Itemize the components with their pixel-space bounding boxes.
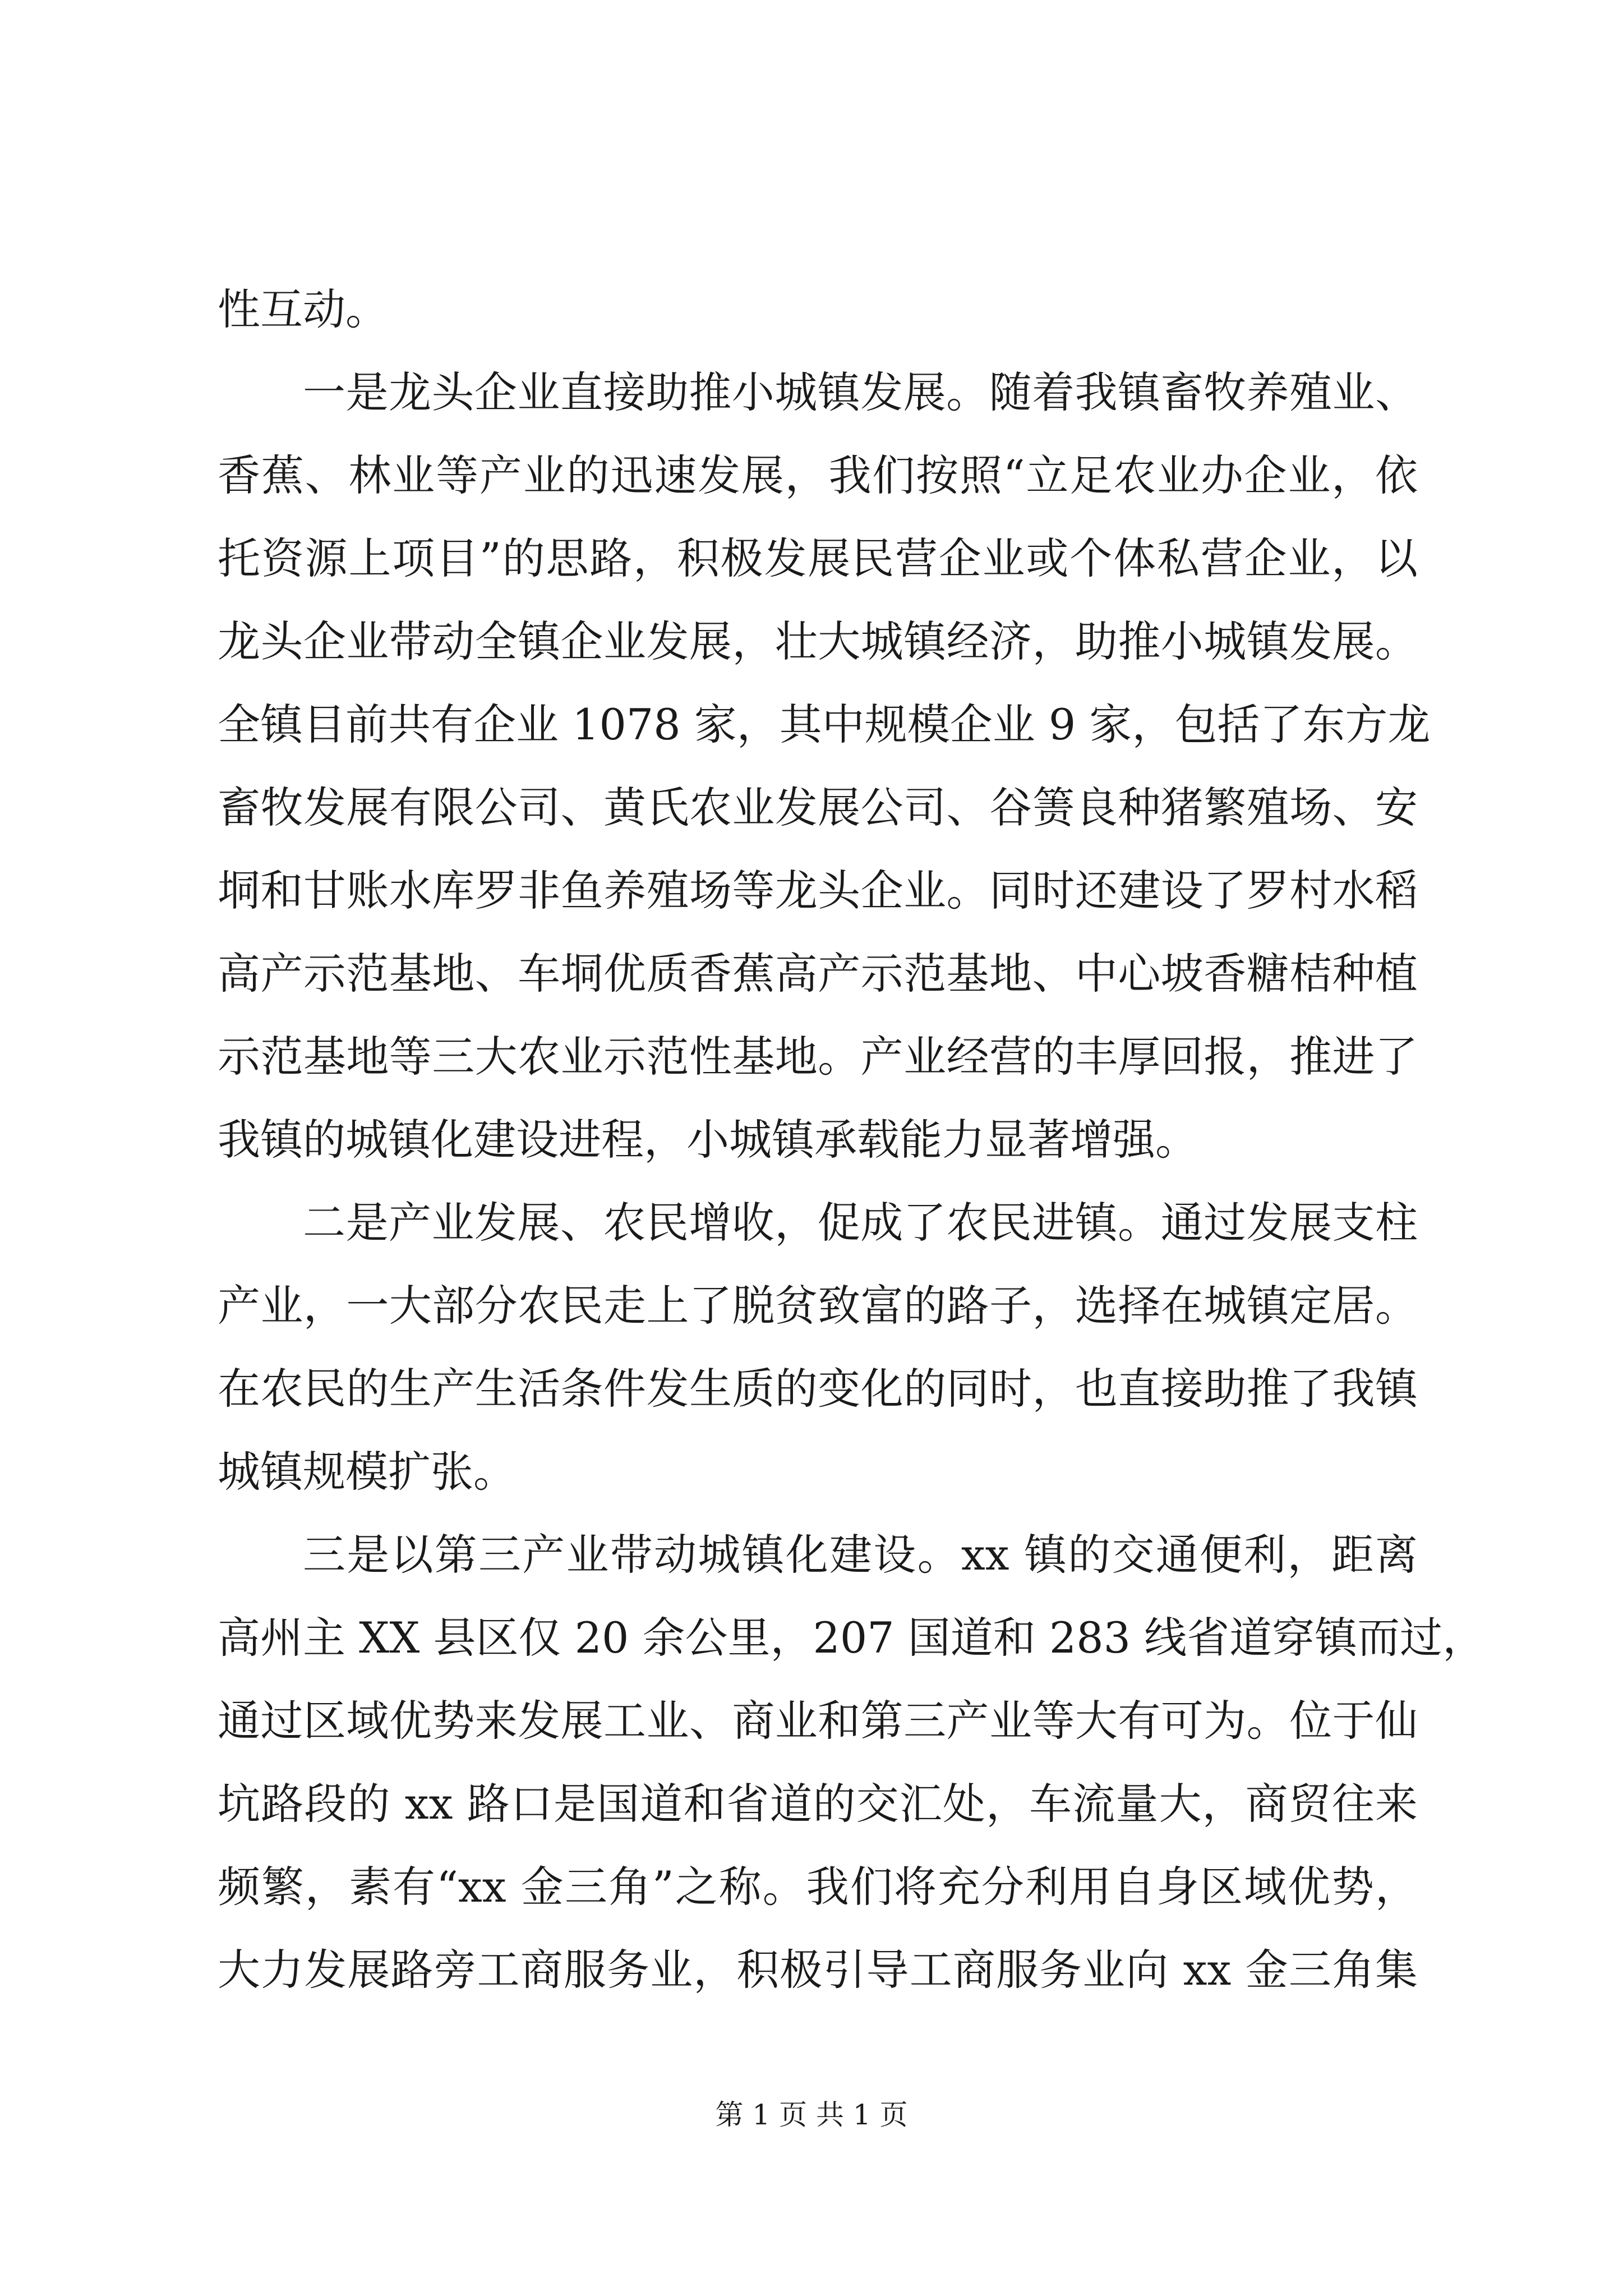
text-line: 频繁，素有“xx 金三角”之称。我们将充分利用自身区域优势，: [218, 1862, 1418, 1912]
body-text: [218, 268, 1486, 2012]
text-line: 产业，一大部分农民走上了脱贫致富的路子，选择在城镇定居。: [218, 1281, 1418, 1331]
text-line: 龙头企业带动全镇企业发展，壮大城镇经济，助推小城镇发展。: [218, 616, 1418, 666]
text-line: 在农民的生产生活条件发生质的变化的同时，也直接助推了我镇: [218, 1364, 1418, 1414]
text-line: 香蕉、林业等产业的迅速发展，我们按照“立足农业办企业，依: [218, 450, 1418, 500]
paragraph-start-line: 三是以第三产业带动城镇化建设。xx 镇的交通便利，距离: [303, 1530, 1418, 1580]
text-line: 大力发展路旁工商服务业，积极引导工商服务业向 xx 金三角集: [218, 1945, 1418, 1995]
page-footer: 第 1 页 共 1 页: [715, 2099, 908, 2131]
text-line: 通过区域优势来发展工业、商业和第三产业等大有可为。位于仙: [218, 1696, 1418, 1746]
text-line: 性互动。: [218, 284, 388, 334]
paragraph-start-line: 二是产业发展、农民增收，促成了农民进镇。通过发展支柱: [303, 1198, 1418, 1248]
text-line: 坑路段的 xx 路口是国道和省道的交汇处，车流量大，商贸往来: [218, 1779, 1418, 1829]
text-line: 高州主 XX 县区仅 20 余公里，207 国道和 283 线省道穿镇而过，: [218, 1613, 1486, 1663]
text-line: 垌和甘账水库罗非鱼养殖场等龙头企业。同时还建设了罗村水稻: [218, 866, 1418, 915]
text-line: 畜牧发展有限公司、黄氏农业发展公司、谷箦良种猪繁殖场、安: [218, 783, 1418, 832]
paragraph-start-line: 一是龙头企业直接助推小城镇发展。随着我镇畜牧养殖业、: [303, 367, 1418, 417]
text-line: 示范基地等三大农业示范性基地。产业经营的丰厚回报，推进了: [218, 1032, 1418, 1082]
text-line: 托资源上项目”的思路，积极发展民营企业或个体私营企业，以: [218, 533, 1418, 583]
text-line: 全镇目前共有企业 1078 家，其中规模企业 9 家，包括了东方龙: [218, 700, 1431, 749]
text-line: 高产示范基地、车垌优质香蕉高产示范基地、中心坡香糖桔种植: [218, 949, 1418, 999]
text-line: 我镇的城镇化建设进程，小城镇承载能力显著增强。: [218, 1115, 1198, 1165]
text-line: 城镇规模扩张。: [218, 1447, 516, 1497]
